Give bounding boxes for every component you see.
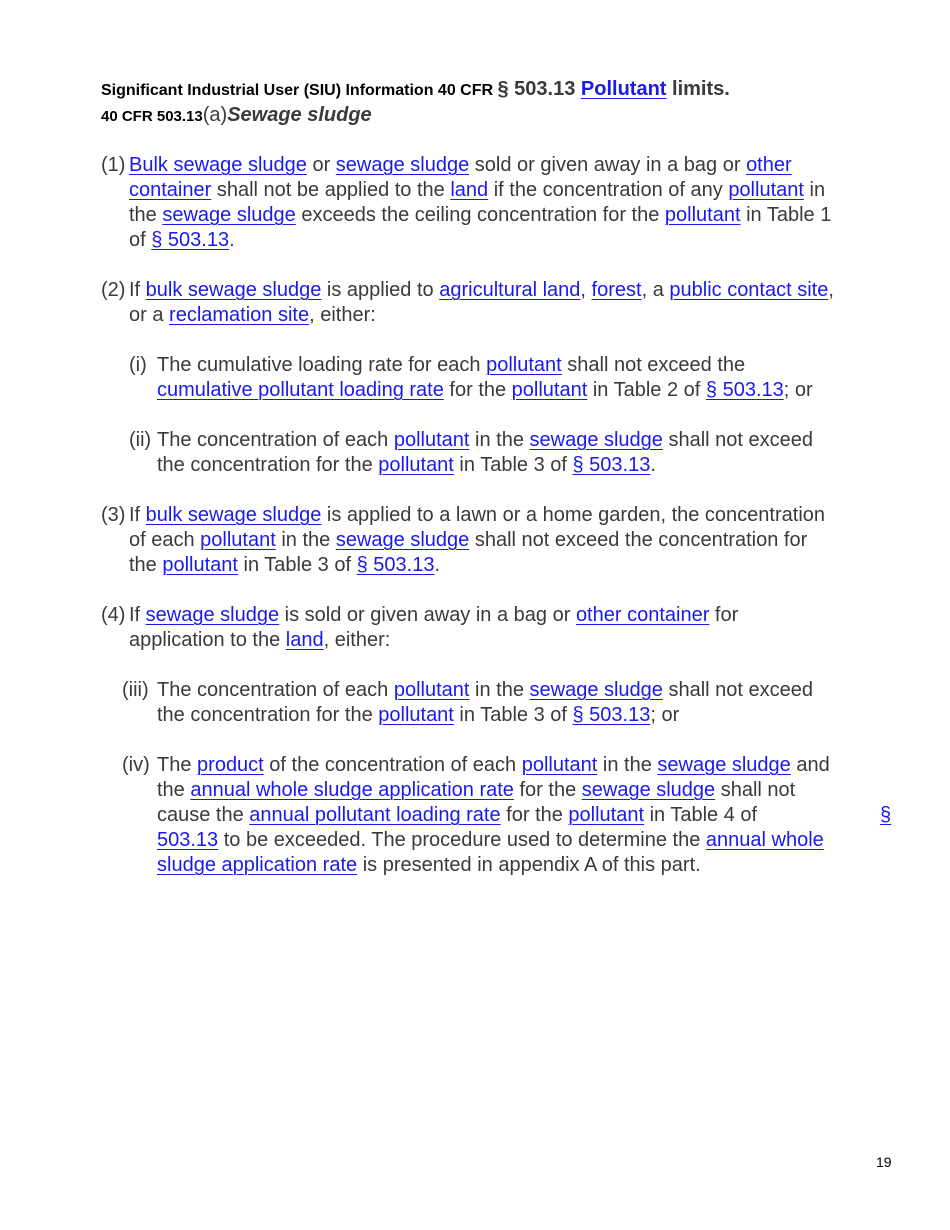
text-line bbox=[880, 803, 891, 828]
doc-link[interactable]: sewage sludge bbox=[581, 779, 716, 801]
item-label: (4) bbox=[101, 604, 126, 626]
doc-link[interactable]: pollutant bbox=[378, 704, 454, 726]
subheading bbox=[101, 103, 372, 129]
text-line: The concentration of each pollutant in the sewage sludge shall not exceed bbox=[157, 429, 814, 451]
text-line: the annual whole sludge application rate for the sewage sludge shall not bbox=[157, 779, 796, 801]
heading-suffix: limits. bbox=[666, 78, 730, 100]
text-line: cause the annual pollutant loading rate for the pollutant in Table 4 of bbox=[157, 804, 758, 826]
item-label: (1) bbox=[101, 154, 126, 176]
doc-link[interactable]: land bbox=[285, 629, 324, 651]
text-line: container shall not be applied to the land if the concentration of any pollutant in bbox=[129, 179, 826, 201]
doc-link[interactable]: sludge application rate bbox=[157, 854, 358, 876]
text-line: the pollutant in Table 3 of § 503.13. bbox=[129, 554, 441, 576]
item-label: (3) bbox=[101, 504, 126, 526]
text-line: If sewage sludge is sold or given away in a bag or other container for bbox=[129, 604, 739, 626]
doc-link[interactable]: bulk sewage sludge bbox=[145, 504, 322, 526]
doc-link[interactable]: cumulative pollutant loading rate bbox=[157, 379, 444, 401]
doc-link[interactable]: pollutant bbox=[664, 204, 741, 226]
item-label: (ii) bbox=[129, 429, 152, 451]
doc-link[interactable]: other container bbox=[575, 604, 710, 626]
doc-link[interactable]: agricultural land bbox=[439, 279, 581, 301]
doc-link[interactable]: public contact site bbox=[669, 279, 829, 301]
text-line: sludge application rate is presented in appendix A of this part. bbox=[157, 854, 701, 876]
doc-link[interactable]: sewage sludge bbox=[529, 679, 663, 701]
doc-link[interactable]: pollutant bbox=[511, 379, 588, 401]
doc-link[interactable]: other bbox=[746, 154, 792, 176]
item-label: (2) bbox=[101, 279, 126, 301]
doc-link[interactable]: pollutant bbox=[728, 179, 804, 201]
heading-title bbox=[101, 78, 730, 102]
doc-link[interactable]: pollutant bbox=[393, 679, 470, 701]
doc-link[interactable]: § 503.13 bbox=[705, 379, 784, 401]
text-line: The concentration of each pollutant in the sewage sludge shall not exceed bbox=[157, 679, 814, 701]
text-line: application to the land, either: bbox=[129, 629, 391, 651]
doc-link[interactable]: annual whole bbox=[705, 829, 824, 851]
doc-link[interactable]: pollutant bbox=[378, 454, 454, 476]
text-line: If bulk sewage sludge is applied to a lawn or a home garden, the concentration bbox=[129, 504, 826, 526]
doc-link[interactable]: bulk sewage sludge bbox=[145, 279, 322, 301]
text-line: the sewage sludge exceeds the ceiling concentration for the pollutant in Table 1 bbox=[129, 204, 832, 226]
doc-link[interactable]: container bbox=[129, 179, 212, 201]
text-line: Bulk sewage sludge or sewage sludge sold or given away in a bag or other bbox=[129, 154, 792, 176]
item-label: (iii) bbox=[122, 679, 149, 701]
doc-link[interactable]: sewage sludge bbox=[145, 604, 280, 626]
text-line: If bulk sewage sludge is applied to agricultural land, forest, a public contact site, bbox=[129, 279, 834, 301]
doc-link[interactable]: reclamation site bbox=[169, 304, 310, 326]
doc-link[interactable]: pollutant bbox=[521, 754, 598, 776]
doc-link[interactable]: sewage sludge bbox=[335, 154, 470, 176]
text-line: cumulative pollutant loading rate for the pollutant in Table 2 of § 503.13; or bbox=[157, 379, 813, 401]
text-line: 503.13 to be exceeded. The procedure used to determine the annual whole bbox=[157, 829, 824, 851]
doc-link[interactable]: § 503.13 bbox=[572, 454, 651, 476]
heading-section: § 503.13 bbox=[497, 78, 581, 100]
doc-link[interactable]: § 503.13 bbox=[572, 704, 651, 726]
doc-link[interactable]: § 503.13 bbox=[151, 229, 230, 251]
text-line: of each pollutant in the sewage sludge shall not exceed the concentration for bbox=[129, 529, 808, 551]
doc-link[interactable]: pollutant bbox=[162, 554, 238, 576]
subheading-cfr: 40 CFR 503.13 bbox=[101, 108, 203, 125]
item-label: (iv) bbox=[122, 754, 150, 776]
doc-link[interactable]: pollutant bbox=[486, 354, 562, 376]
subheading-title: Sewage sludge bbox=[227, 104, 372, 126]
doc-link[interactable]: sewage sludge bbox=[657, 754, 791, 776]
doc-link[interactable]: sewage sludge bbox=[335, 529, 470, 551]
text-line: The product of the concentration of each pollutant in the sewage sludge and bbox=[157, 754, 830, 776]
doc-link[interactable]: § 503.13 bbox=[356, 554, 435, 576]
doc-link[interactable]: Bulk sewage sludge bbox=[129, 154, 307, 176]
doc-link[interactable]: pollutant bbox=[568, 804, 645, 826]
text-line: the concentration for the pollutant in Table 3 of § 503.13. bbox=[157, 454, 656, 476]
subheading-paragraph: (a) bbox=[202, 104, 228, 126]
doc-link[interactable]: sewage sludge bbox=[529, 429, 663, 451]
item-label: (i) bbox=[129, 354, 147, 376]
pollutant-link[interactable]: Pollutant bbox=[580, 78, 667, 100]
text-line: The cumulative loading rate for each pollutant shall not exceed the bbox=[157, 354, 746, 376]
doc-link[interactable]: § bbox=[880, 804, 892, 826]
doc-link[interactable]: pollutant bbox=[393, 429, 470, 451]
doc-link[interactable]: annual whole sludge application rate bbox=[190, 779, 514, 801]
text-line: or a reclamation site, either: bbox=[129, 304, 376, 326]
doc-link[interactable]: sewage sludge bbox=[162, 204, 296, 226]
text-line: the concentration for the pollutant in Table 3 of § 503.13; or bbox=[157, 704, 680, 726]
heading-text: Significant Industrial User (SIU) Information 40 CFR bbox=[101, 82, 498, 99]
doc-link[interactable]: 503.13 bbox=[157, 829, 219, 851]
text-line: of § 503.13. bbox=[129, 229, 235, 251]
doc-link[interactable]: product bbox=[197, 754, 264, 776]
doc-link[interactable]: land bbox=[450, 179, 489, 201]
page-number: 19 bbox=[876, 1154, 892, 1170]
doc-link[interactable]: forest bbox=[591, 279, 642, 301]
doc-link[interactable]: pollutant bbox=[200, 529, 276, 551]
doc-link[interactable]: annual pollutant loading rate bbox=[249, 804, 501, 826]
